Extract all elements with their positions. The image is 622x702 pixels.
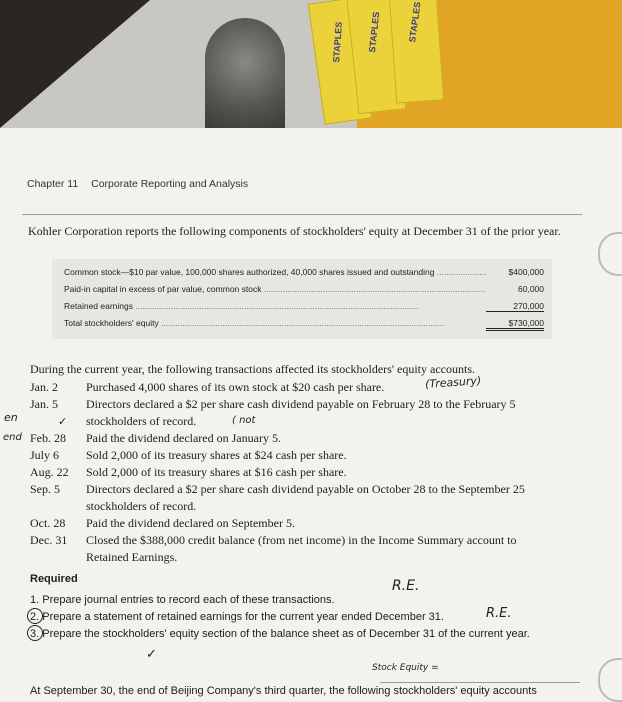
handwritten-record-note: ( not	[232, 415, 256, 426]
transaction-row	[30, 533, 600, 548]
handwritten-circle	[27, 625, 43, 641]
transaction-date: July 6	[30, 448, 60, 462]
next-problem-text: At September 30, the end of Beijing Company's third quarter, the following stockholders' equity accounts	[30, 685, 537, 697]
transaction-date	[30, 550, 86, 565]
handwritten-check: ✓	[58, 415, 68, 428]
transaction-text: Purchased 4,000 shares of its own stock at $20 cash per share.	[86, 380, 385, 394]
handwritten-treasury-note: (Treasury)	[424, 374, 482, 391]
transaction-text: Retained Earnings.	[86, 550, 178, 564]
transaction-row	[30, 380, 600, 395]
handwritten-margin-note: en	[4, 411, 18, 424]
transaction-text: stockholders of record.	[86, 499, 197, 513]
photo-dark-corner	[0, 0, 150, 128]
transaction-text: Closed the $388,000 credit balance (from net income) in the Income Summary account to	[86, 533, 517, 547]
transaction-date: Aug. 22	[30, 465, 69, 479]
transaction-row	[30, 448, 600, 463]
transaction-text: Directors declared a $2 per share cash dividend payable on February 28 to the February 5	[86, 397, 516, 411]
required-heading: Required	[30, 573, 78, 585]
chapter-header	[27, 178, 248, 190]
transaction-date	[30, 499, 86, 514]
handwritten-margin-note: end	[3, 432, 22, 443]
divider	[22, 214, 582, 215]
photo-mesh-bin	[205, 18, 285, 128]
table-row	[64, 267, 544, 277]
transaction-date: Dec. 31	[30, 533, 68, 547]
handwritten-check: ✓	[146, 647, 157, 662]
problem-intro: Kohler Corporation reports the following components of stockholders' equity at December 31 of the prior year.	[28, 224, 561, 238]
table-row	[64, 301, 544, 312]
transaction-row	[30, 414, 600, 429]
handwritten-circle	[27, 608, 43, 624]
table-row	[64, 284, 544, 294]
transaction-date: Sep. 5	[30, 482, 60, 496]
handwritten-equity-note: Stock Equity =	[372, 663, 439, 673]
required-item: 1. Prepare journal entries to record each of these transactions.	[30, 594, 335, 606]
transaction-text: Directors declared a $2 per share cash dividend payable on October 28 to the September 25	[86, 482, 525, 496]
row-description: Common stock—$10 par value, 100,000 shares authorized, 40,000 shares issued and outstanding .....	[64, 267, 486, 277]
background-photo	[0, 0, 622, 128]
transaction-row	[30, 482, 600, 497]
transaction-row	[30, 516, 600, 531]
transaction-row	[30, 499, 600, 514]
sticky-note: STAPLES	[388, 0, 444, 104]
row-amount: $400,000	[508, 267, 544, 277]
sticky-note: STAPLES	[308, 0, 373, 125]
row-amount: 60,000	[518, 284, 544, 294]
transaction-row	[30, 550, 600, 565]
chapter-number: Chapter 11	[27, 178, 79, 190]
row-description: Total stockholders' equity .....	[64, 318, 486, 331]
row-amount: $730,000	[486, 318, 544, 331]
transaction-text: Sold 2,000 of its treasury shares at $16 cash per share.	[86, 465, 347, 479]
transaction-date: Jan. 2	[30, 380, 58, 394]
transaction-text: stockholders of record.	[86, 414, 197, 428]
transaction-row	[30, 431, 600, 446]
transaction-date: Oct. 28	[30, 516, 66, 530]
equity-table	[52, 259, 552, 339]
divider	[380, 682, 580, 683]
chapter-title: Corporate Reporting and Analysis	[91, 178, 249, 190]
row-description: Retained earnings .....	[64, 301, 486, 312]
transactions-intro: During the current year, the following transactions affected its stockholders' equity accounts.	[30, 362, 475, 376]
transaction-text: Sold 2,000 of its treasury shares at $24 cash per share.	[86, 448, 347, 462]
handwritten-re-note: R.E.	[486, 606, 512, 621]
required-item: 2. Prepare a statement of retained earnings for the current year ended December 31.	[30, 611, 444, 623]
table-row	[64, 318, 544, 331]
transaction-text: Paid the dividend declared on September 5.	[86, 516, 295, 530]
required-item: 3. Prepare the stockholders' equity section of the balance sheet as of December 31 of the current year.	[30, 628, 530, 640]
transaction-date: Feb. 28	[30, 431, 66, 445]
handwritten-re-note: R.E.	[392, 578, 420, 594]
transaction-date: Jan. 5	[30, 397, 58, 411]
row-amount: 270,000	[486, 301, 544, 312]
sticky-note: STAPLES	[346, 0, 406, 114]
transaction-row	[30, 465, 600, 480]
transaction-text: Paid the dividend declared on January 5.	[86, 431, 281, 445]
transaction-row	[30, 397, 600, 412]
row-description: Paid-in capital in excess of par value, common stock .....	[64, 284, 486, 294]
